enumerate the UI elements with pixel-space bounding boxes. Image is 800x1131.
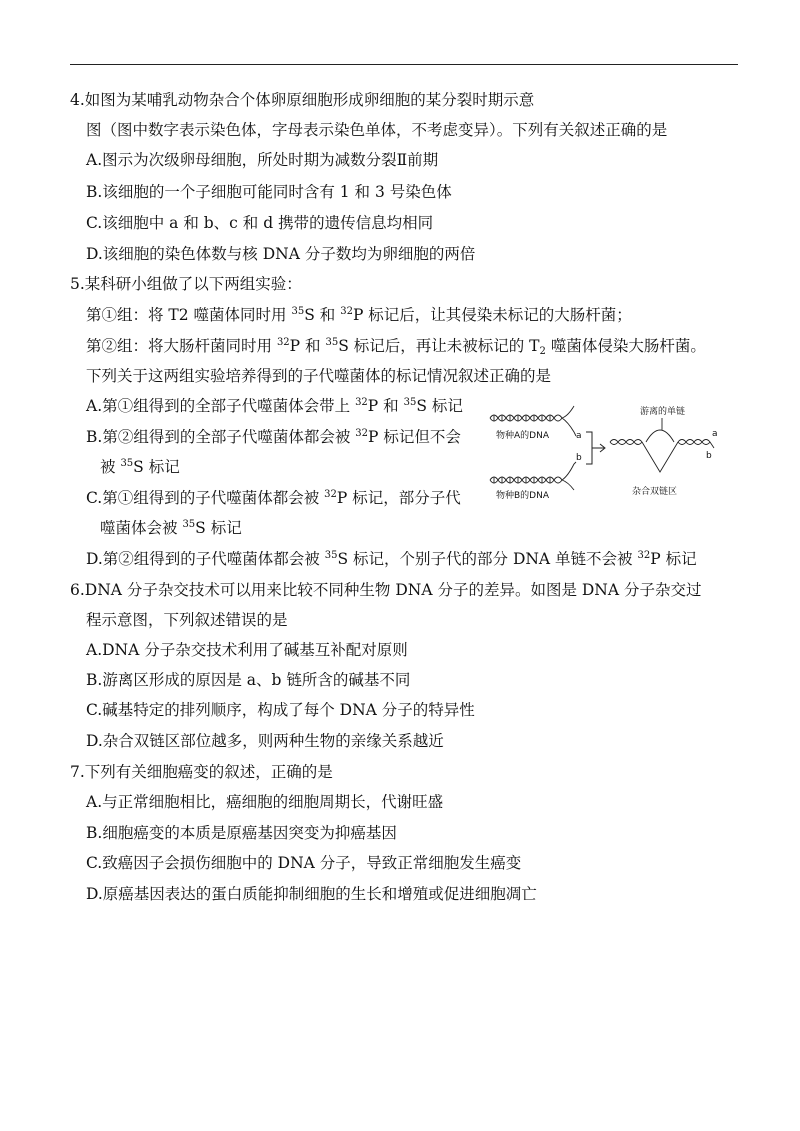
q5-option-b: B.第②组得到的全部子代噬菌体都会被 $^{32}$P 标记但不会: [86, 428, 461, 446]
q7-option-b: B.细胞癌变的本质是原癌基因突变为抑癌基因: [86, 824, 397, 842]
q7-stem: 7.下列有关细胞癌变的叙述，正确的是: [70, 763, 333, 781]
dna-hybridization-figure: [486, 398, 726, 508]
q5-stem: 5.某科研小组做了以下两组实验：: [70, 275, 302, 293]
q4-stem-line1: 4.如图为某哺乳动物杂合个体卵原细胞形成卵细胞的某分裂时期示意: [70, 91, 535, 109]
q5-option-b-cont: 被 $^{35}$S 标记: [100, 458, 180, 476]
q5-group1: 第①组：将 T2 噬菌体同时用 $^{35}$S 和 $^{32}$P 标记后，让其侵染未标记的大肠杆菌；: [86, 306, 632, 324]
q6-stem-line2: 程示意图，下列叙述错误的是: [86, 611, 288, 629]
q4-option-d: D.该细胞的染色体数与核 DNA 分子数均为卵细胞的两倍: [86, 245, 476, 263]
q6-stem-line1: 6.DNA 分子杂交技术可以用来比较不同种生物 DNA 分子的差异。如图是 DNA 分子杂交过: [70, 581, 702, 599]
q4-option-a: A.图示为次级卵母细胞，所处时期为减数分裂Ⅱ前期: [86, 151, 439, 169]
q5-group2: 第②组：将大肠杆菌同时用 $^{32}$P 和 $^{35}$S 标记后，再让未被标记的 $T_2$ 噬菌体侵染大肠杆菌。: [86, 337, 706, 357]
merge-arrow: [586, 432, 605, 464]
strand-a-label: a: [576, 431, 582, 441]
hybrid-strand-a-label: a: [712, 429, 718, 439]
strand-b-label: b: [576, 453, 582, 463]
q7-option-d: D.原癌基因表达的蛋白质能抑制细胞的生长和增殖或促进细胞凋亡: [86, 885, 537, 903]
q5-question: 下列关于这两组实验培养得到的子代噬菌体的标记情况叙述正确的是: [86, 367, 552, 385]
q6-option-d: D.杂合双链区部位越多，则两种生物的亲缘关系越近: [86, 732, 444, 750]
hybrid-strand-b-label: b: [706, 451, 712, 461]
species-b-dna-helix: [490, 462, 576, 490]
q7-option-c: C.致癌因子会损伤细胞中的 DNA 分子，导致正常细胞发生癌变: [86, 854, 522, 872]
q4-option-b: B.该细胞的一个子细胞可能同时含有 1 和 3 号染色体: [86, 183, 452, 201]
q4-option-c: C.该细胞中 a 和 b、c 和 d 携带的遗传信息均相同: [86, 214, 434, 232]
species-b-dna-label: 物种B的DNA: [496, 491, 549, 501]
q4-stem-line2: 图（图中数字表示染色体，字母表示染色单体，不考虑变异）。下列有关叙述正确的是: [86, 121, 668, 139]
q6-option-c: C.碱基特定的排列顺序，构成了每个 DNA 分子的特异性: [86, 701, 475, 719]
q6-option-a: A.DNA 分子杂交技术利用了碱基互补配对原则: [86, 641, 408, 659]
header-rule: [70, 64, 738, 65]
q7-option-a: A.与正常细胞相比，癌细胞的细胞周期长，代谢旺盛: [86, 793, 444, 811]
hybrid-duplex: [610, 418, 714, 472]
q5-option-c-cont: 噬菌体会被 $^{35}$S 标记: [100, 519, 242, 537]
free-strand-label: 游离的单链: [640, 407, 686, 417]
q5-option-c: C.第①组得到的子代噬菌体都会被 $^{32}$P 标记，部分子代: [86, 489, 461, 507]
hybrid-region-label: 杂合双链区: [632, 487, 678, 497]
q6-option-b: B.游离区形成的原因是 a、b 链所含的碱基不同: [86, 671, 411, 689]
q5-option-d: D.第②组得到的子代噬菌体都会被 $^{35}$S 标记，个别子代的部分 DNA 单链不会被 $^{32}$P 标记: [86, 550, 697, 568]
q5-option-a: A.第①组得到的全部子代噬菌体会带上 $^{32}$P 和 $^{35}$S 标记: [86, 397, 463, 415]
species-a-dna-label: 物种A的DNA: [496, 431, 549, 441]
